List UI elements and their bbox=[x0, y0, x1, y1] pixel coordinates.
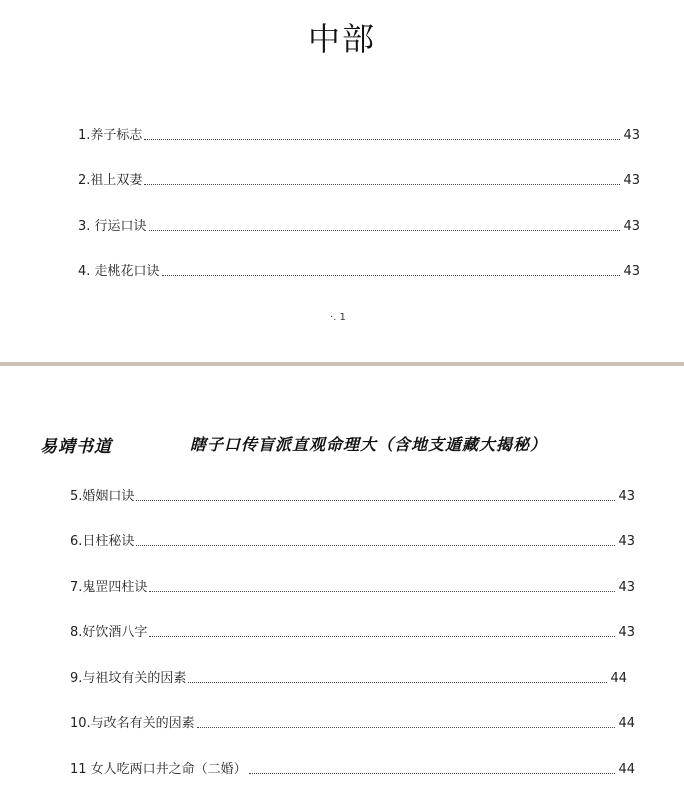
toc-entry-label: 6.日柱秘诀 bbox=[70, 534, 135, 549]
toc-leader-dots bbox=[149, 230, 621, 231]
page-title: 中部 bbox=[307, 20, 376, 58]
toc-leader-dots bbox=[149, 636, 615, 637]
toc-entry-label: 11 女人吃两口井之命（二婚） bbox=[70, 762, 247, 777]
toc-leader-dots bbox=[136, 545, 615, 546]
toc-entry-page: 43 bbox=[618, 625, 635, 640]
toc-entry-label: 4. 走桃花口诀 bbox=[78, 264, 160, 279]
toc-entry bbox=[78, 260, 640, 279]
toc-entry bbox=[70, 667, 627, 686]
running-header-title: 瞎子口传盲派直观命理大（含地支遁藏大揭秘） bbox=[190, 435, 548, 454]
toc-leader-dots bbox=[149, 591, 615, 592]
toc-entry-label: 5.婚姻口诀 bbox=[70, 489, 135, 504]
page-number: ·. 1 bbox=[330, 312, 346, 323]
toc-entry-label: 3. 行运口诀 bbox=[78, 219, 147, 234]
toc-entry bbox=[78, 169, 640, 188]
toc-entry bbox=[78, 124, 640, 143]
toc-entry bbox=[78, 215, 640, 234]
toc-page-1 bbox=[0, 0, 684, 362]
toc-entry bbox=[70, 576, 635, 595]
toc-entry-page: 44 bbox=[610, 671, 627, 686]
toc-entry-page: 43 bbox=[623, 128, 640, 143]
toc-entry-label: 10.与改名有关的因素 bbox=[70, 716, 195, 731]
toc-entry-page: 43 bbox=[618, 534, 635, 549]
toc-leader-dots bbox=[162, 275, 621, 276]
toc-entry bbox=[70, 758, 635, 777]
toc-leader-dots bbox=[188, 682, 607, 683]
toc-entry-page: 43 bbox=[623, 219, 640, 234]
toc-entry-page: 44 bbox=[618, 716, 635, 731]
toc-leader-dots bbox=[136, 500, 615, 501]
toc-leader-dots bbox=[249, 773, 616, 774]
toc-entry-label: 7.鬼罡四柱诀 bbox=[70, 580, 148, 595]
toc-leader-dots bbox=[144, 139, 620, 140]
toc-entry-label: 2.祖上双妻 bbox=[78, 173, 143, 188]
toc-entry-page: 43 bbox=[618, 580, 635, 595]
toc-entry bbox=[70, 485, 635, 504]
running-header-left: 易靖书道 bbox=[40, 437, 112, 457]
toc-leader-dots bbox=[197, 727, 616, 728]
toc-entry-page: 43 bbox=[623, 173, 640, 188]
toc-entry bbox=[70, 712, 635, 731]
toc-entry bbox=[70, 621, 635, 640]
toc-entry-page: 44 bbox=[618, 762, 635, 777]
toc-leader-dots bbox=[144, 184, 620, 185]
toc-entry-label: 9.与祖坟有关的因素 bbox=[70, 671, 187, 686]
toc-entry bbox=[70, 530, 635, 549]
toc-entry-page: 43 bbox=[623, 264, 640, 279]
toc-entry-label: 1.养子标志 bbox=[78, 128, 143, 143]
toc-entry-label: 8.好饮酒八字 bbox=[70, 625, 148, 640]
toc-page-2 bbox=[0, 366, 684, 792]
toc-entry-page: 43 bbox=[618, 489, 635, 504]
